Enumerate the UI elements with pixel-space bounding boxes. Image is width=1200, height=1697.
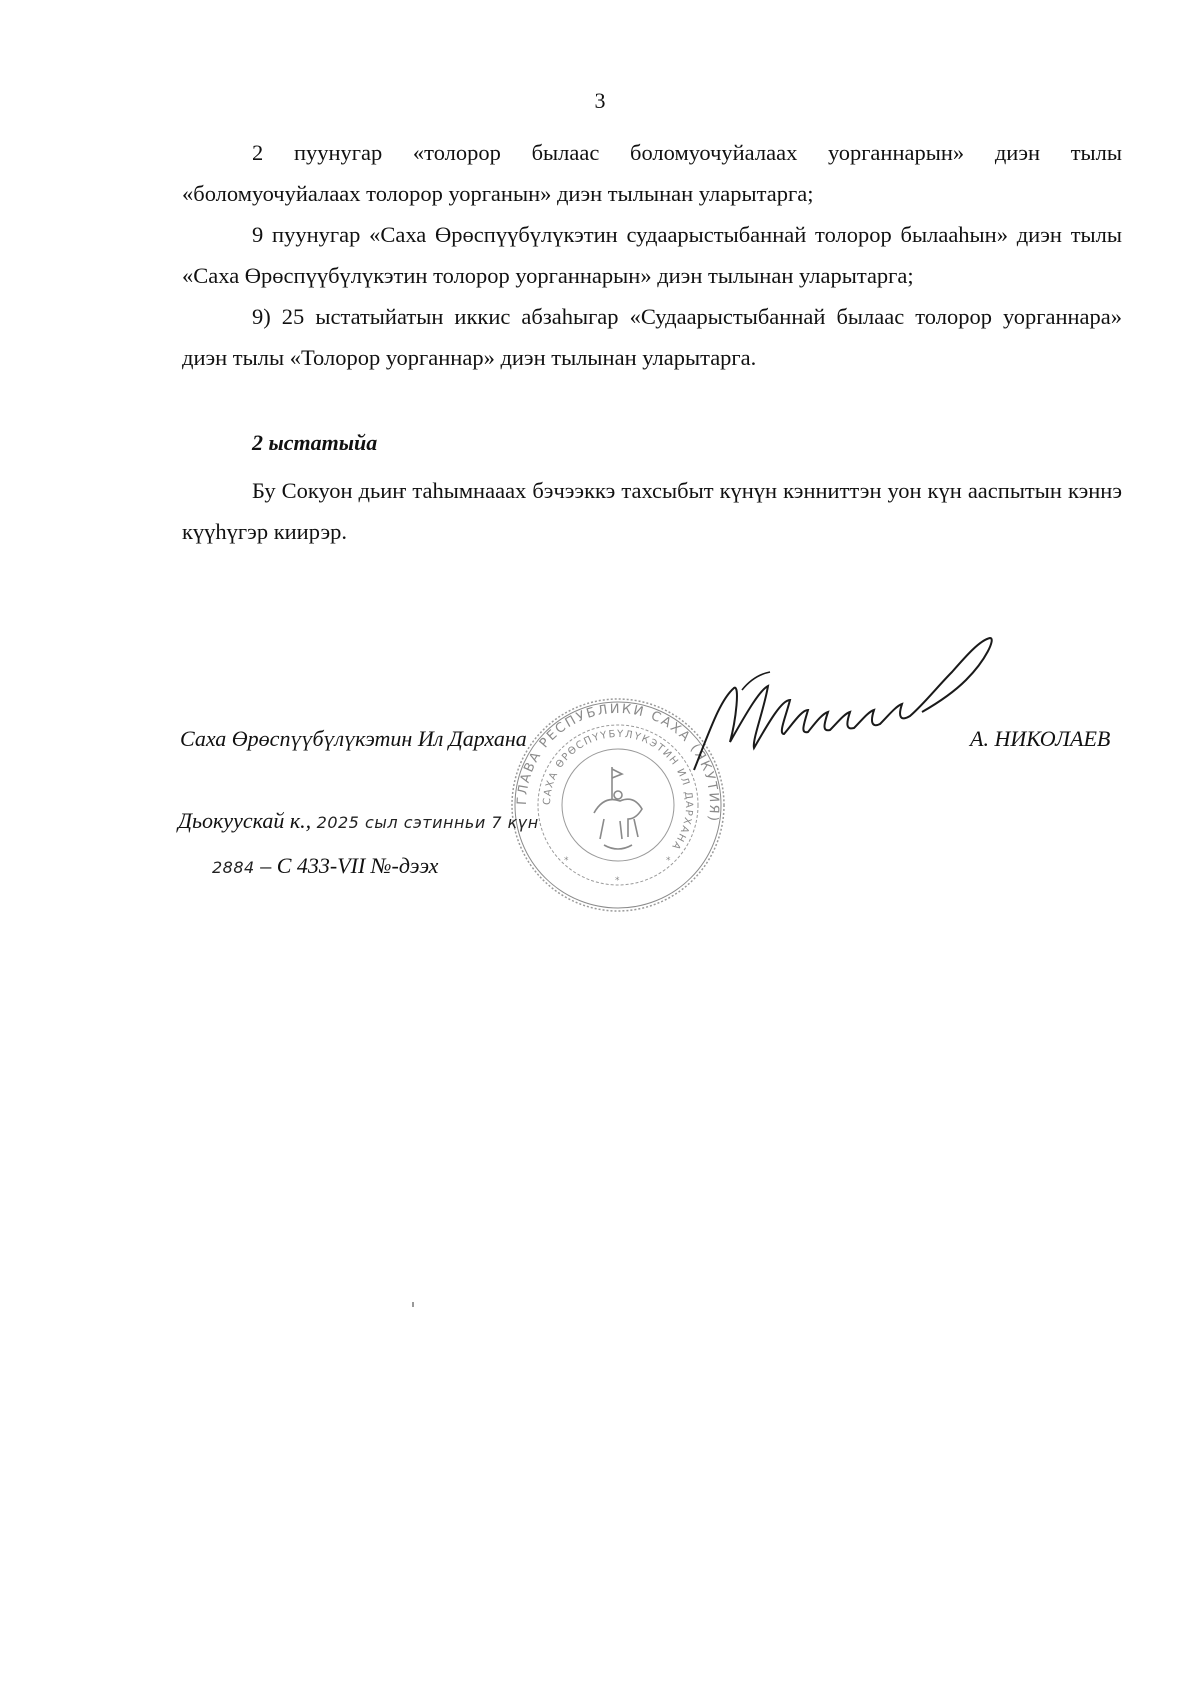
paragraph-item-9: 9) 25 ыстатыйатын иккис абзаһыгар «Судаарыстыбаннай былаас толорор уорганнара» диэн тылы «Толорор уорганнар» диэн тылынан уларытарга. <box>182 304 1122 370</box>
place-label: Дьокуускай к., <box>178 808 312 833</box>
svg-text:*: * <box>615 876 620 886</box>
registration-line <box>212 853 438 879</box>
svg-text:*: * <box>564 856 569 866</box>
emblem-icon <box>594 767 642 849</box>
article-text: Бу Сокуон дьиҥ таһымнааах бэчээккэ тахсыбыт күнүн кэнниттэн уон күн ааспытын кэннэ күүһүгэр киирэр. <box>182 478 1122 544</box>
handwritten-date: 2025 сыл сэтинньи 7 күн <box>316 813 539 832</box>
law-number: С 433-VII №-дээх <box>276 853 439 878</box>
place-date-line <box>178 808 539 834</box>
svg-text:*: * <box>666 856 671 866</box>
page-number: 3 <box>594 88 606 113</box>
paragraph-point-2: 2 пуунугар «толорор былаас боломуочуйалаах уорганнарын» диэн тылы «боломуочуйалаах толорор уорганын» диэн тылынан уларытарга; <box>182 140 1122 206</box>
stamp-outer-text: ГЛАВА РЕСПУБЛИКИ САХА (ЯКУТИЯ) <box>514 701 722 824</box>
paragraph-point-9: 9 пуунугар «Саха Өрөспүүбүлүкэтин судаарыстыбаннай толорор былааһын» диэн тылы «Саха Өрөспүүбүлүкэтин толорор уорганнарын» диэн тылынан уларытарга; <box>182 222 1122 288</box>
signer-name: А. НИКОЛАЕВ <box>970 726 1111 751</box>
scan-speck <box>412 1302 414 1307</box>
article-heading: 2 ыстатыйа <box>252 430 378 455</box>
handwritten-signature <box>690 630 1030 780</box>
stamp-inner-text: САХА ӨРӨСПҮҮБҮЛҮКЭТИН ИЛ ДАРХАНА <box>541 728 695 853</box>
amendment-paragraphs <box>182 132 1122 378</box>
signer-title: Саха Өрөспүүбүлүкэтин Ил Дархана <box>180 726 527 751</box>
handwritten-registration-number: 2884 <box>212 858 255 877</box>
registration-dash: – <box>254 853 277 878</box>
article-body <box>182 470 1122 552</box>
